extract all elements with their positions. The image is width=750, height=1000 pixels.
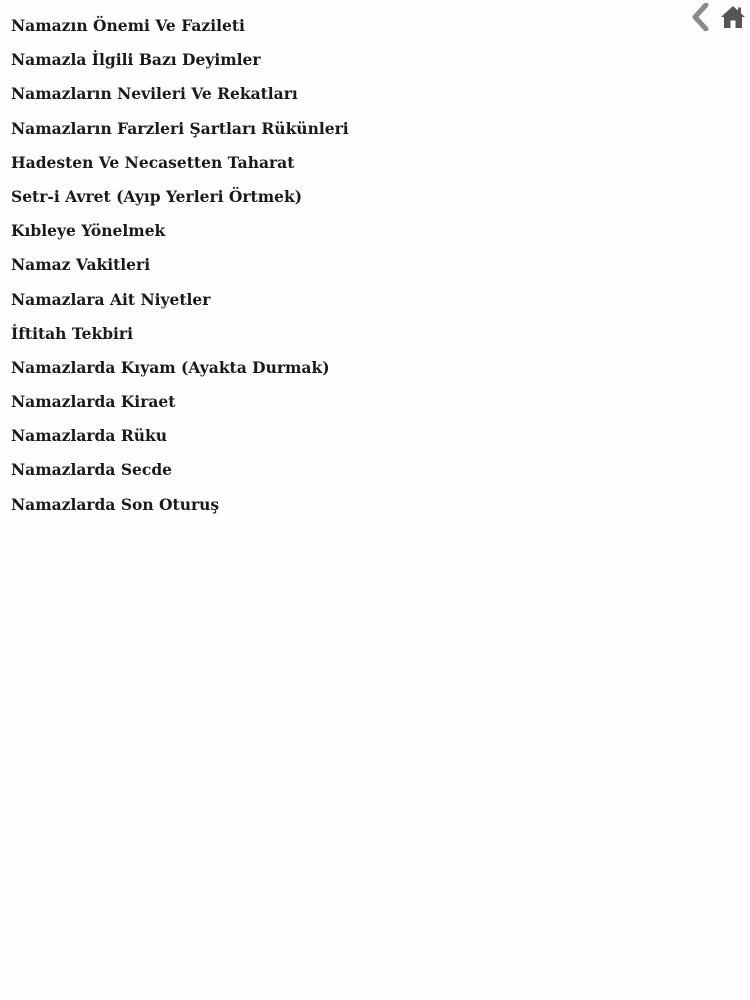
topic-item[interactable]: Namazlarda Secde	[11, 460, 173, 480]
topic-item[interactable]: Namazların Farzleri Şartları Rükünleri	[11, 118, 349, 138]
topic-item[interactable]: Namazın Önemi Ve Fazileti	[11, 16, 245, 35]
topic-item[interactable]: Hadesten Ve Necasetten Taharat	[11, 152, 295, 172]
topic-item[interactable]: İftitah Tekbiri	[11, 323, 133, 343]
topic-item[interactable]: Namazlara Ait Niyetler	[11, 289, 211, 309]
topic-item[interactable]: Kıbleye Yönelmek	[11, 221, 166, 241]
back-button[interactable]	[688, 2, 714, 32]
topic-item[interactable]: Namazlarda Rüku	[11, 426, 167, 446]
navigation-toolbar	[688, 2, 746, 32]
topic-item[interactable]: Namazla İlgili Bazı Deyimler	[11, 50, 261, 70]
home-button[interactable]	[720, 2, 746, 32]
topic-item[interactable]: Namazlarda Son Oturuş	[11, 494, 220, 514]
topic-item[interactable]: Namazların Nevileri Ve Rekatları	[11, 84, 298, 104]
topic-list	[11, 12, 349, 525]
topic-item[interactable]: Namazlarda Kıyam (Ayakta Durmak)	[11, 357, 330, 377]
topic-item[interactable]: Setr-i Avret (Ayıp Yerleri Örtmek)	[11, 186, 303, 206]
chevron-left-icon	[691, 3, 711, 31]
topic-item[interactable]: Namaz Vakitleri	[11, 255, 151, 275]
home-icon	[720, 4, 746, 30]
topic-item[interactable]: Namazlarda Kiraet	[11, 392, 176, 412]
